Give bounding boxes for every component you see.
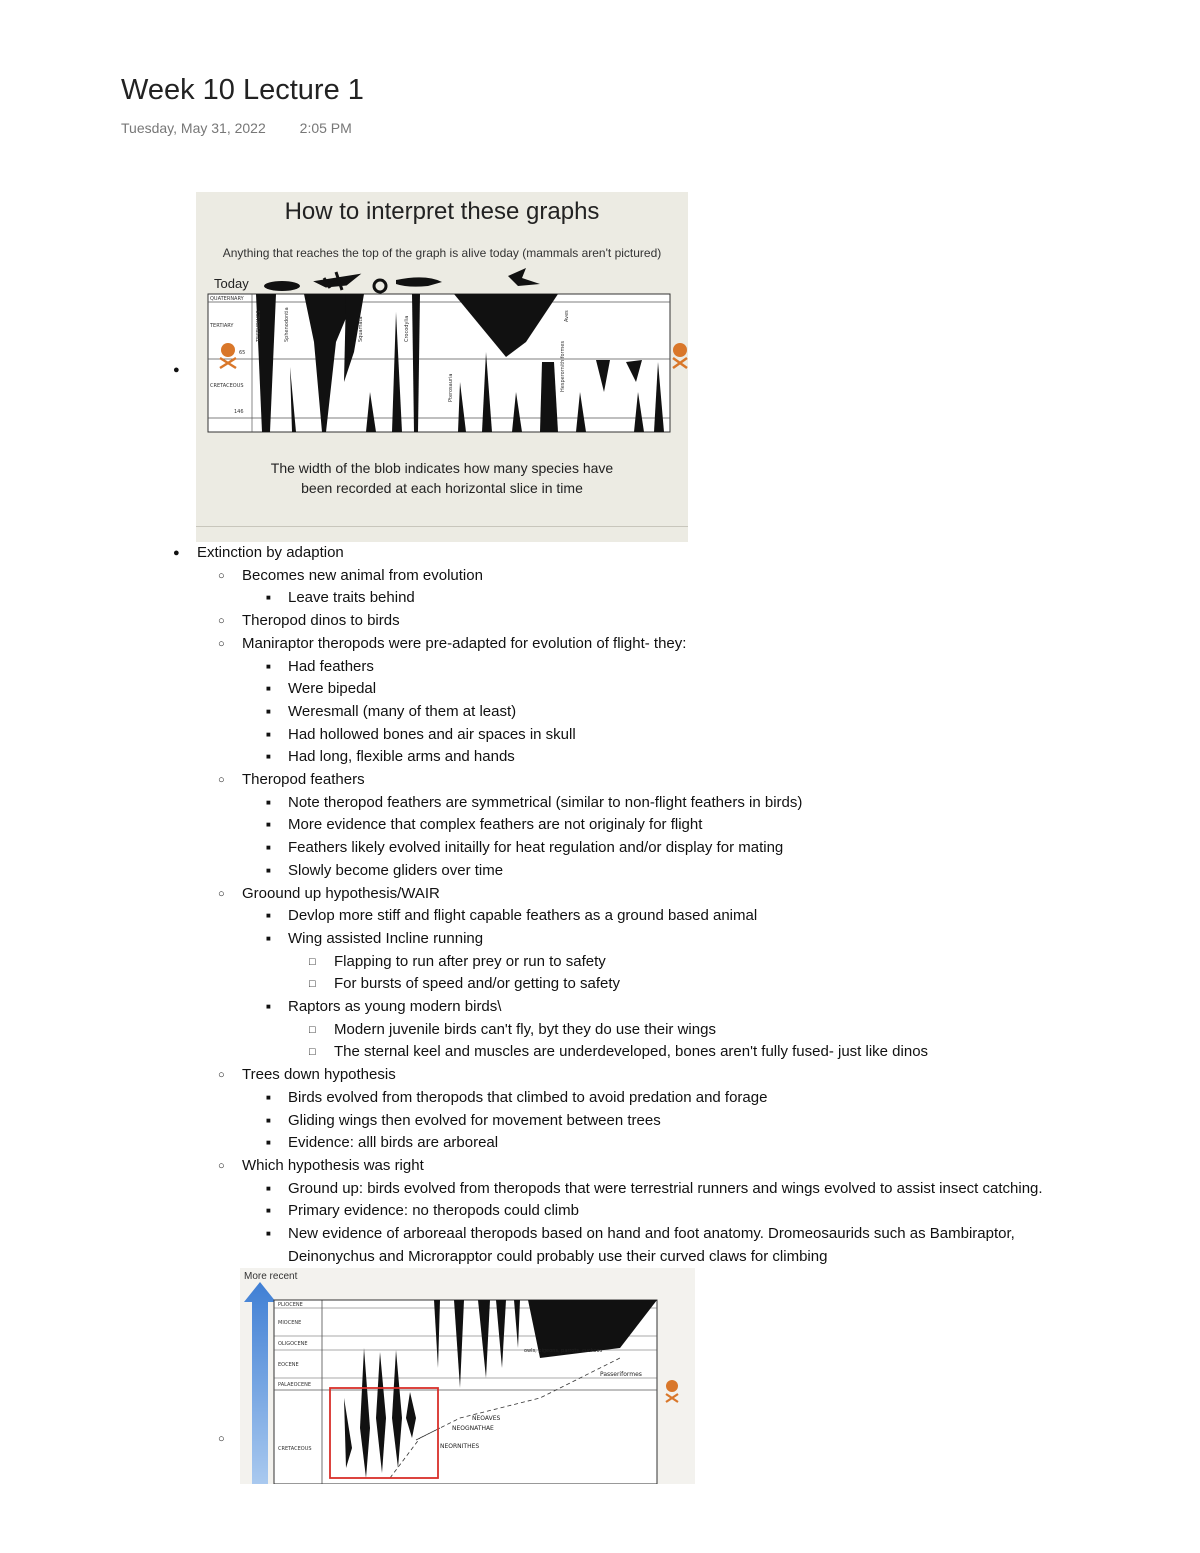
period-pliocene: PLIOCENE: [278, 1302, 303, 1308]
figure-bird-phylogeny: [240, 1268, 695, 1484]
note-bullet-hollow-square: □: [309, 956, 316, 968]
note-line-level-1: Theropod feathers: [242, 771, 365, 788]
figure-interpret-graphs: [196, 192, 688, 542]
period-quaternary: QUATERNARY: [210, 296, 244, 302]
note-bullet-square: ■: [266, 730, 271, 739]
snake-icon: [374, 280, 386, 292]
note-line-level-1: Groound up hypothesis/WAIR: [242, 885, 440, 902]
note-bullet-square: ■: [266, 684, 271, 693]
note-bullet-circle: ○: [218, 1069, 225, 1081]
period-tertiary: TERTIARY: [210, 323, 234, 329]
note-line-level-0: Extinction by adaption: [197, 544, 344, 561]
note-line-level-1: Which hypothesis was right: [242, 1157, 424, 1174]
period-cretaceous-2: CRETACEOUS: [278, 1446, 312, 1452]
label-owls-pigeons: owls, pigeons, parrots, cuckoos: [524, 1348, 603, 1354]
page-meta: [121, 120, 352, 136]
note-line-level-3: Modern juvenile birds can't fly, byt they do use their wings: [334, 1021, 716, 1038]
note-bullet-hollow-square: □: [309, 978, 316, 990]
note-line-level-2: Weresmall (many of them at least): [288, 703, 517, 720]
taxon-hesperornithiformes: Hesperornithiformes: [560, 340, 566, 392]
lizard-icon: [318, 272, 356, 290]
figure2-bullet: ○: [218, 1433, 225, 1445]
more-recent-arrow-icon: [244, 1282, 276, 1484]
note-line-level-2: Gliding wings then evolved for movement between trees: [288, 1112, 661, 1129]
taxon-testudines: TESTUDINES: [256, 310, 262, 342]
taxon-aves: Aves: [564, 310, 570, 322]
note-bullet-square: ■: [266, 866, 271, 875]
note-line-level-3: Flapping to run after prey or run to safety: [334, 953, 606, 970]
note-bullet-circle: ○: [218, 774, 225, 786]
note-line-level-1: Theropod dinos to birds: [242, 612, 400, 629]
page-date: Tuesday, May 31, 2022: [121, 120, 266, 136]
taxon-pterosauria: Pterosauria: [448, 373, 454, 402]
period-eocene: EOCENE: [278, 1362, 299, 1368]
figure1-caption: [216, 458, 668, 498]
note-line-level-1: Becomes new animal from evolution: [242, 567, 483, 584]
note-bullet-square: ■: [266, 820, 271, 829]
note-bullet-square: ■: [266, 934, 271, 943]
crocodile-icon: [396, 277, 442, 286]
note-line-level-2: Had hollowed bones and air spaces in skull: [288, 726, 576, 743]
note-bullet-dot: ●: [173, 547, 180, 559]
figure1-caption-line1: The width of the blob indicates how many species have: [270, 460, 614, 476]
note-line-level-2: Feathers likely evolved initailly for heat regulation and/or display for mating: [288, 839, 784, 856]
turtle-icon: [264, 281, 300, 291]
note-line-level-2: Note theropod feathers are symmetrical (similar to non-flight feathers in birds): [288, 794, 803, 811]
note-bullet-square: ■: [266, 1093, 271, 1102]
note-bullet-square: ■: [266, 707, 271, 716]
note-line-level-1: Trees down hypothesis: [242, 1066, 396, 1083]
note-bullet-square: ■: [266, 593, 271, 602]
today-label: Today: [214, 276, 249, 291]
figure1-subtitle: Anything that reaches the top of the graph is alive today (mammals aren't pictured): [222, 246, 662, 260]
period-miocene: MIOCENE: [278, 1320, 302, 1326]
figure1-rule: [196, 526, 688, 527]
period-cretaceous: CRETACEOUS: [210, 383, 244, 389]
figure1-bullet: ●: [173, 364, 180, 376]
taxon-sphenodontia: Sphenodontia: [284, 307, 290, 342]
note-bullet-hollow-square: □: [309, 1024, 316, 1036]
note-line-level-2: Had feathers: [288, 658, 374, 675]
label-passeriformes: Passeriformes: [600, 1371, 642, 1378]
note-line-level-2: Raptors as young modern birds\: [288, 998, 502, 1015]
note-line-level-1: Maniraptor theropods were pre-adapted for evolution of flight- they:: [242, 635, 687, 652]
period-oligocene: OLIGOCENE: [278, 1341, 308, 1347]
note-bullet-square: ■: [266, 1184, 271, 1193]
note-bullet-square: ■: [266, 1138, 271, 1147]
tick-146: 146: [234, 409, 244, 415]
note-bullet-circle: ○: [218, 638, 225, 650]
note-line-level-3: The sternal keel and muscles are underdeveloped, bones aren't fully fused- just like dinos: [334, 1043, 929, 1060]
note-line-level-2: Primary evidence: no theropods could climb: [288, 1202, 579, 1219]
page-time: 2:05 PM: [299, 120, 352, 136]
note-line-level-2: More evidence that complex feathers are not originaly for flight: [288, 816, 703, 833]
note-bullet-square: ■: [266, 1206, 271, 1215]
more-recent-label: More recent: [244, 1271, 298, 1282]
note-line-level-2: Devlop more stiff and flight capable feathers as a ground based animal: [288, 907, 758, 924]
figure2-diagram: [240, 1268, 695, 1484]
taxon-crocodylia: Crocodylia: [404, 315, 410, 342]
note-bullet-hollow-square: □: [309, 1046, 316, 1058]
note-line-level-2: Deinonychus and Microrapptor could probably use their curved claws for climbing: [288, 1248, 828, 1265]
figure1-caption-line2: been recorded at each horizontal slice in time: [301, 480, 583, 496]
label-neornithes: NEORNITHES: [440, 1443, 480, 1450]
note-bullet-square: ■: [266, 1002, 271, 1011]
period-palaeocene: PALAEOCENE: [278, 1382, 312, 1388]
note-bullet-square: ■: [266, 1116, 271, 1125]
note-bullet-circle: ○: [218, 570, 225, 582]
note-line-level-2: Had long, flexible arms and hands: [288, 748, 515, 765]
page-title: Week 10 Lecture 1: [121, 74, 364, 106]
note-bullet-square: ■: [266, 843, 271, 852]
note-line-level-2: Wing assisted Incline running: [288, 930, 484, 947]
note-line-level-2: Evidence: alll birds are arboreal: [288, 1134, 499, 1151]
note-bullet-circle: ○: [218, 888, 225, 900]
note-line-level-2: Were bipedal: [288, 680, 377, 697]
note-bullet-square: ■: [266, 662, 271, 671]
extinction-skull-icon: [666, 1380, 678, 1402]
note-line-level-2: Slowly become gliders over time: [288, 862, 504, 879]
note-line-level-2: New evidence of arboreaal theropods based on hand and foot anatomy. Dromeosaurids such as Bambiraptor,: [288, 1225, 1015, 1242]
figure1-title: How to interpret these graphs: [284, 198, 600, 225]
tick-65: 65: [239, 350, 246, 356]
note-bullet-square: ■: [266, 798, 271, 807]
extinction-skull-icon-right: [673, 343, 687, 368]
note-bullet-square: ■: [266, 911, 271, 920]
note-bullet-square: ■: [266, 752, 271, 761]
label-neoaves: NEOAVES: [472, 1415, 501, 1422]
note-bullet-circle: ○: [218, 615, 225, 627]
note-line-level-2: Ground up: birds evolved from theropods that were terrestrial runners and wings evolved to assist insect catching.: [288, 1180, 1043, 1197]
label-neognathae: NEOGNATHAE: [452, 1425, 494, 1432]
note-bullet-square: ■: [266, 1229, 271, 1238]
note-bullet-circle: ○: [218, 1160, 225, 1172]
note-line-level-2: Leave traits behind: [288, 589, 415, 606]
bird-icon: [508, 268, 540, 286]
note-line-level-2: Birds evolved from theropods that climbed to avoid predation and forage: [288, 1089, 768, 1106]
note-line-level-3: For bursts of speed and/or getting to safety: [334, 975, 620, 992]
taxon-squamata: Squamata: [358, 316, 364, 342]
